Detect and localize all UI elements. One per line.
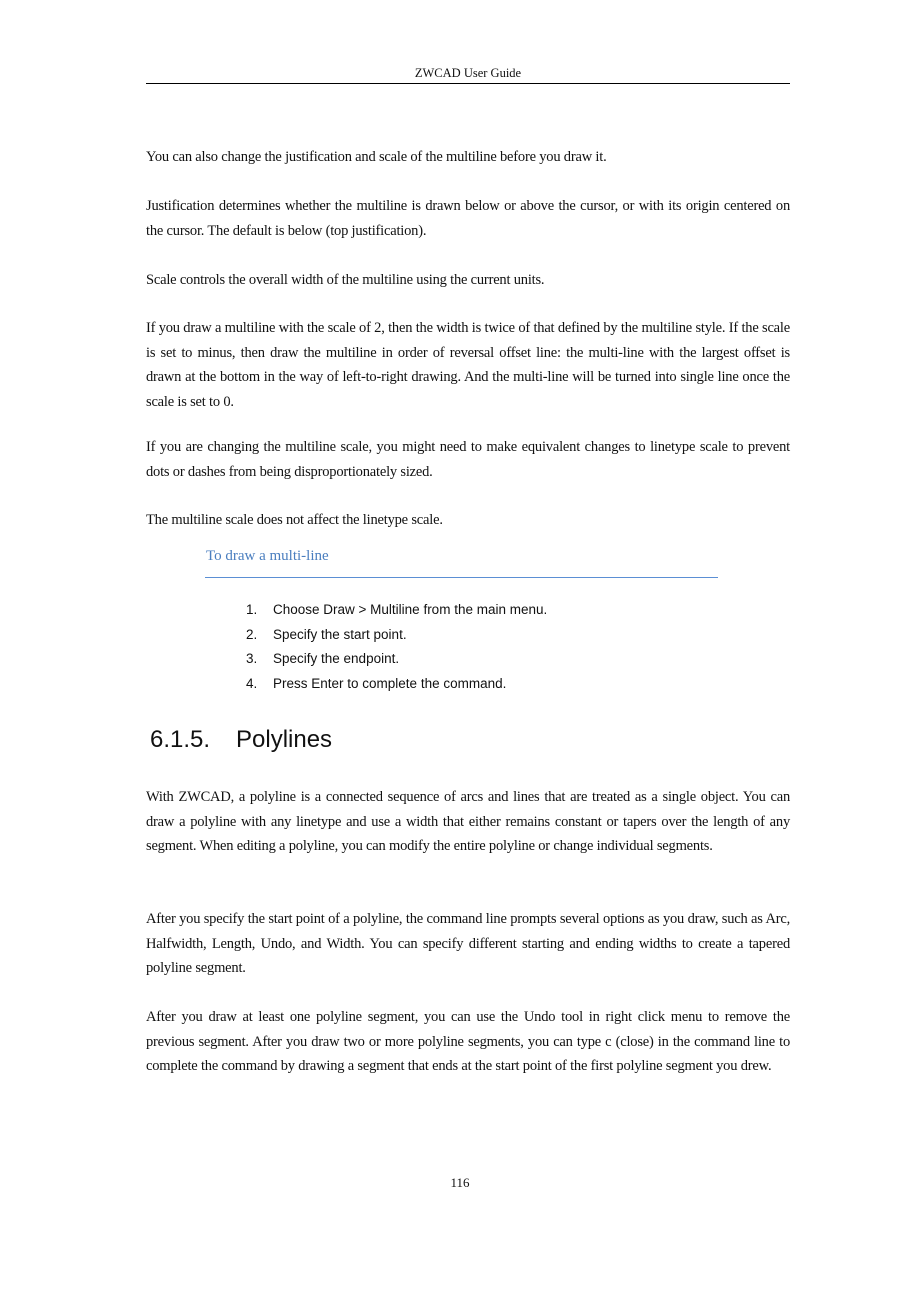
procedure-divider xyxy=(205,577,718,578)
list-item xyxy=(246,673,547,698)
list-item xyxy=(246,648,547,673)
step-text: Press Enter to complete the command. xyxy=(273,675,507,691)
step-number: 1. xyxy=(246,602,258,617)
section-heading xyxy=(150,726,332,754)
procedure-title: To draw a multi-line xyxy=(206,548,329,564)
paragraph: If you draw a multiline with the scale of 2, then the width is twice of that defined by the multiline style. If the scale is set to minus, then draw the multiline in order of reversal offset line: the multi-line with the largest offset is drawn at the bottom in the way of left-to-right drawing. And the multi-line will be turned into single line once the scale is set to 0. xyxy=(146,320,790,410)
paragraph: If you are changing the multiline scale, you might need to make equivalent changes to linetype scale to prevent dots or dashes from being disproportionately sized. xyxy=(146,439,790,480)
section-number: 6.1.5. xyxy=(150,726,211,753)
paragraph: With ZWCAD, a polyline is a connected sequence of arcs and lines that are treated as a single object. You can draw a polyline with any linetype and use a width that either remains constant or tapers over the length of any segment. When editing a polyline, you can modify the entire polyline or change individual segments. xyxy=(146,789,790,854)
step-number: 4. xyxy=(246,675,258,691)
paragraph: After you draw at least one polyline segment, you can use the Undo tool in right click menu to remove the previous segment. After you draw two or more polyline segments, you can type c (close) in the command line to complete the command by drawing a segment that ends at the start point of the first polyline segment you drew. xyxy=(146,1009,790,1074)
step-number: 2. xyxy=(246,626,258,642)
paragraph: Scale controls the overall width of the multiline using the current units. xyxy=(146,272,545,288)
step-number: 3. xyxy=(246,651,258,666)
paragraph: Justification determines whether the multiline is drawn below or above the cursor, or with its origin centered on the cursor. The default is below (top justification). xyxy=(146,198,790,239)
paragraph: The multiline scale does not affect the linetype scale. xyxy=(146,512,443,528)
list-item xyxy=(246,624,547,649)
procedure-steps xyxy=(246,599,547,697)
list-item xyxy=(246,599,547,624)
paragraph: You can also change the justification and scale of the multiline before you draw it. xyxy=(146,149,607,165)
step-text: Specify the endpoint. xyxy=(273,651,400,666)
step-text: Specify the start point. xyxy=(273,626,407,642)
header-divider xyxy=(146,83,790,84)
section-title: Polylines xyxy=(236,726,333,753)
running-header: ZWCAD User Guide xyxy=(414,66,522,80)
step-text: Choose Draw > Multiline from the main menu. xyxy=(273,602,548,617)
page-number: 116 xyxy=(450,1175,470,1190)
paragraph: After you specify the start point of a polyline, the command line prompts several options as you draw, such as Arc, Halfwidth, Length, Undo, and Width. You can specify different starting and ending widths to create a tapered polyline segment. xyxy=(146,911,790,976)
